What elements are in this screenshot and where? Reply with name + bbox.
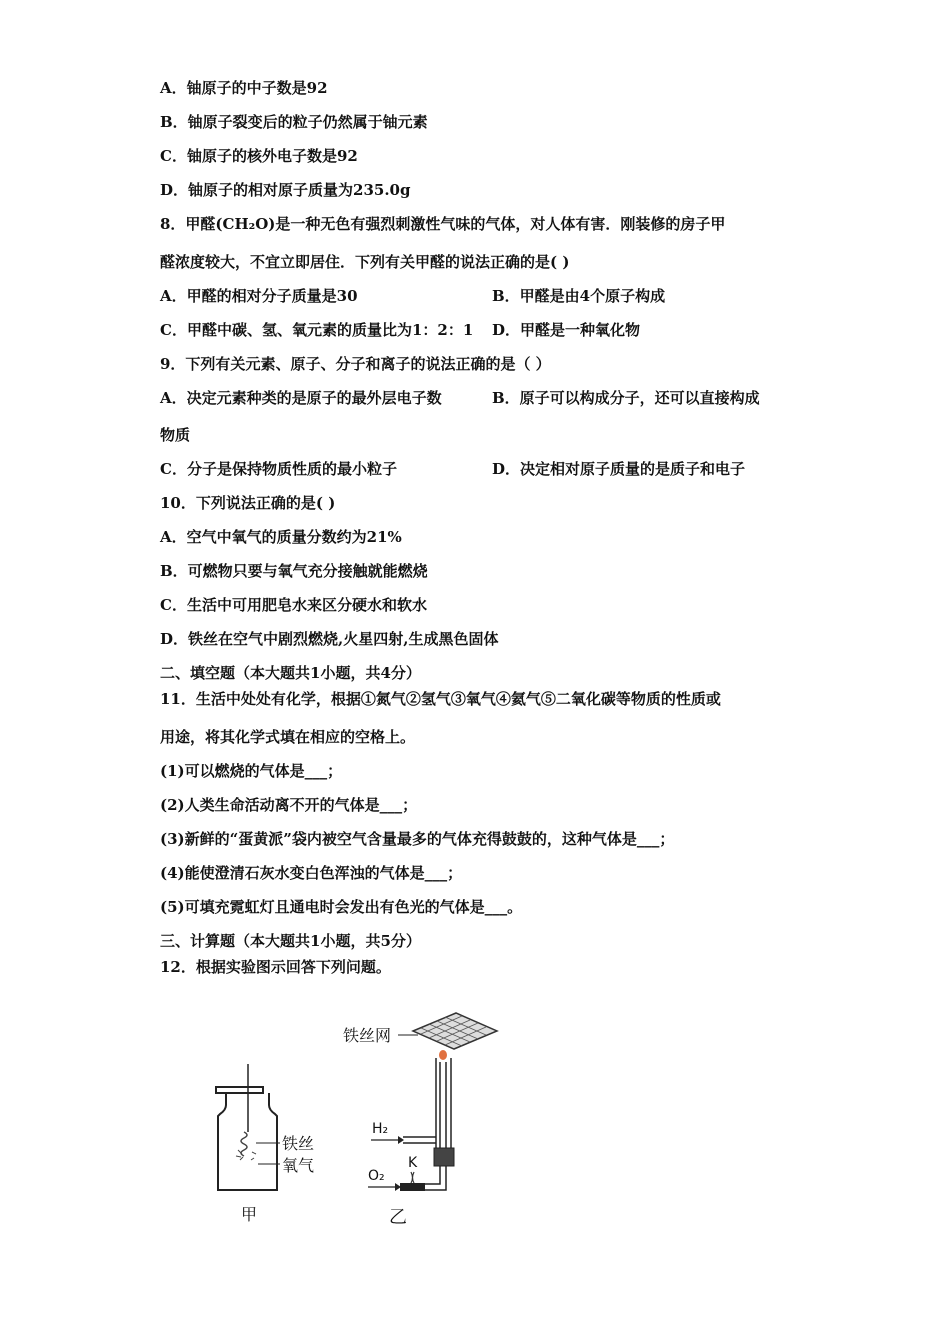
figure-yi-flame (439, 1050, 447, 1060)
q8-option-b: B．甲醛是由4个原子构成 (492, 287, 666, 305)
figure-yi-h2-label: H₂ (372, 1121, 389, 1137)
section-3-heading: 三、计算题（本大题共1小题，共5分） (160, 932, 421, 950)
q10-option-b: B．可燃物只要与氧气充分接触就能燃烧 (160, 562, 428, 580)
figure-yi-mesh-label: 铁丝网 (343, 1026, 392, 1045)
figure-yi-caption: 乙 (389, 1207, 407, 1228)
q8-option-a: A．甲醛的相对分子质量是30 (160, 287, 358, 305)
q7-option-a: A．铀原子的中子数是92 (160, 79, 328, 97)
q11-stem-line1: 11．生活中处处有化学，根据①氮气②氢气③氧气④氦气⑤二氧化碳等物质的性质或 (160, 690, 721, 708)
figure-jia-oxygen-label: 氧气 (282, 1156, 315, 1175)
q10-option-a: A．空气中氧气的质量分数约为21% (160, 528, 402, 546)
q9-stem: 9．下列有关元素、原子、分子和离子的说法正确的是（ ） (160, 355, 551, 373)
q11-part-4: (4)能使澄清石灰水变白色浑浊的气体是___； (160, 864, 463, 882)
figure-yi-stopper (434, 1148, 454, 1166)
q9-option-a: A．决定元素种类的是原子的最外层电子数 (160, 389, 442, 407)
figure-yi-clip (400, 1172, 425, 1191)
q9-option-c: C．分子是保持物质性质的最小粒子 (160, 460, 397, 478)
q8-stem-line2: 醛浓度较大，不宜立即居住．下列有关甲醛的说法正确的是( ) (160, 253, 570, 271)
q7-option-c: C．铀原子的核外电子数是92 (160, 147, 358, 165)
q11-part-1: (1)可以燃烧的气体是___； (160, 762, 343, 780)
q10-stem: 10．下列说法正确的是( ) (160, 494, 336, 512)
q9-option-b-cont: 物质 (160, 426, 191, 444)
q7-option-b: B．铀原子裂变后的粒子仍然属于铀元素 (160, 113, 428, 131)
figure-jia-bottle (216, 1064, 277, 1190)
figure-yi-iron-mesh (413, 1013, 497, 1049)
figure-yi-k-label: K (408, 1155, 418, 1171)
figure-jia-iron-spiral (236, 1132, 256, 1160)
q8-stem-line1: 8．甲醛(CH₂O)是一种无色有强烈刺激性气味的气体，对人体有害．刚装修的房子甲 (160, 215, 726, 233)
q9-option-d: D．决定相对原子质量的是质子和电子 (492, 460, 746, 478)
figure-yi-o2-label: O₂ (368, 1168, 385, 1184)
figure-jia-iron-label: 铁丝 (282, 1134, 315, 1153)
section-2-heading: 二、填空题（本大题共1小题，共4分） (160, 664, 421, 682)
q8-option-d: D．甲醛是一种氧化物 (492, 321, 641, 339)
q10-option-d: D．铁丝在空气中剧烈燃烧,火星四射,生成黑色固体 (160, 630, 499, 648)
q11-part-3: (3)新鲜的“蛋黄派”袋内被空气含量最多的气体充得鼓鼓的，这种气体是___； (160, 830, 675, 848)
q8-option-c: C．甲醛中碳、氢、氧元素的质量比为1：2：1 (160, 321, 474, 339)
figure-jia-caption: 甲 (241, 1205, 258, 1224)
figure-yi-o2-arrow (368, 1183, 401, 1191)
figure-yi-h2-arrow (371, 1136, 404, 1144)
q11-part-2: (2)人类生命活动离不开的气体是___； (160, 796, 418, 814)
q9-option-b: B．原子可以构成分子，还可以直接构成 (492, 389, 760, 407)
q10-option-c: C．生活中可用肥皂水来区分硬水和软水 (160, 596, 427, 614)
q11-stem-line2: 用途，将其化学式填在相应的空格上。 (160, 728, 416, 746)
q11-part-5: (5)可填充霓虹灯且通电时会发出有色光的气体是___。 (160, 898, 523, 916)
q7-option-d: D．铀原子的相对原子质量为235.0g (160, 181, 411, 199)
q12-stem: 12．根据实验图示回答下列问题。 (160, 958, 391, 976)
